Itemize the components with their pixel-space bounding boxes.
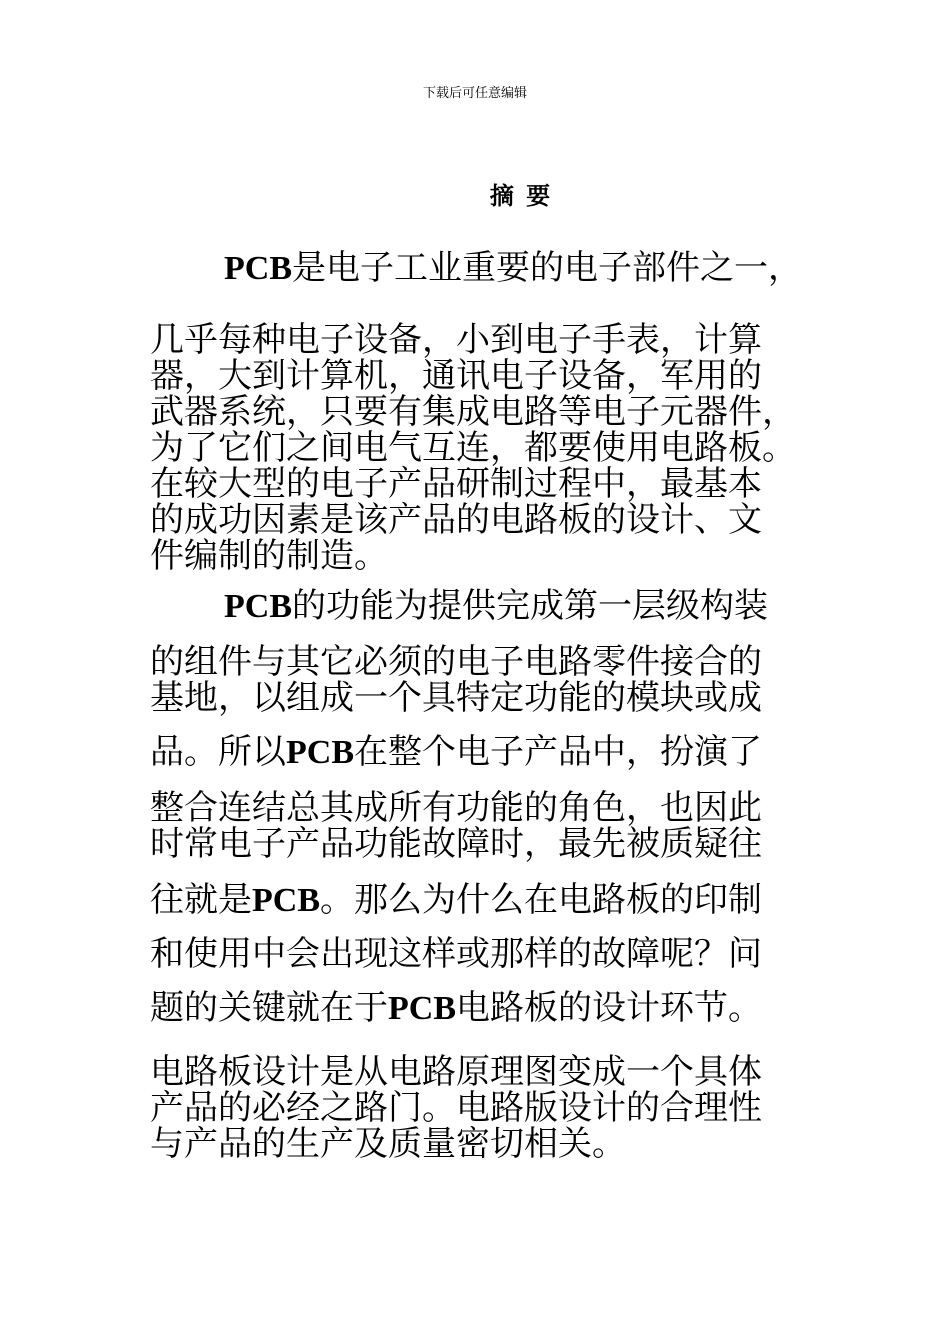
paragraph-line: 往就是PCB。那么为什么在电路板的印制 xyxy=(150,880,762,920)
acronym-pcb: PCB xyxy=(252,882,320,919)
paragraph-line: 的组件与其它必须的电子电路零件接合的 xyxy=(150,642,762,682)
paragraph-line: 品。所以PCB在整个电子产品中，扮演了 xyxy=(150,732,762,772)
paragraph-3 xyxy=(150,1054,840,1162)
paragraph-line: 时常电子产品功能故障时，最先被质疑往 xyxy=(150,824,762,864)
paragraph-line: 与产品的生产及质量密切相关。 xyxy=(150,1124,626,1164)
paragraph-line: 基地，以组成一个具特定功能的模块或成 xyxy=(150,678,762,718)
paragraph-line: PCB是电子工业重要的电子部件之一， xyxy=(224,248,802,288)
paragraph-line: 武器系统，只要有集成电路等电子元器件， xyxy=(150,392,796,432)
paragraph-line: 几乎每种电子设备，小到电子手表，计算 xyxy=(150,320,762,360)
paragraph-2 xyxy=(150,588,840,1026)
acronym-pcb: PCB xyxy=(224,250,292,287)
paragraph-1 xyxy=(150,250,840,574)
paragraph-line: 的成功因素是该产品的电路板的设计、文 xyxy=(150,500,762,540)
acronym-pcb: PCB xyxy=(388,990,456,1027)
paragraph-line: 题的关键就在于PCB电路板的设计环节。 xyxy=(150,988,762,1028)
paragraph-line: 电路板设计是从电路原理图变成一个具体 xyxy=(150,1052,762,1092)
paragraph-line: 产品的必经之路门。电路版设计的合理性 xyxy=(150,1088,762,1128)
paragraph-line: 器，大到计算机，通讯电子设备，军用的 xyxy=(150,356,762,396)
acronym-pcb: PCB xyxy=(224,588,292,625)
header-note: 下载后可任意编辑 xyxy=(422,86,527,101)
paragraph-line: PCB的功能为提供完成第一层级构装 xyxy=(224,586,768,626)
paragraph-line: 为了它们之间电气互连，都要使用电路板。 xyxy=(150,428,796,468)
paragraph-line: 和使用中会出现这样或那样的故障呢？问 xyxy=(150,934,762,974)
acronym-pcb: PCB xyxy=(286,734,354,771)
paragraph-line: 整合连结总其成所有功能的角色，也因此 xyxy=(150,788,762,828)
paragraph-line: 件编制的制造。 xyxy=(150,536,388,576)
paragraph-line: 在较大型的电子产品研制过程中，最基本 xyxy=(150,464,762,504)
page-title: 摘 要 xyxy=(489,181,553,210)
